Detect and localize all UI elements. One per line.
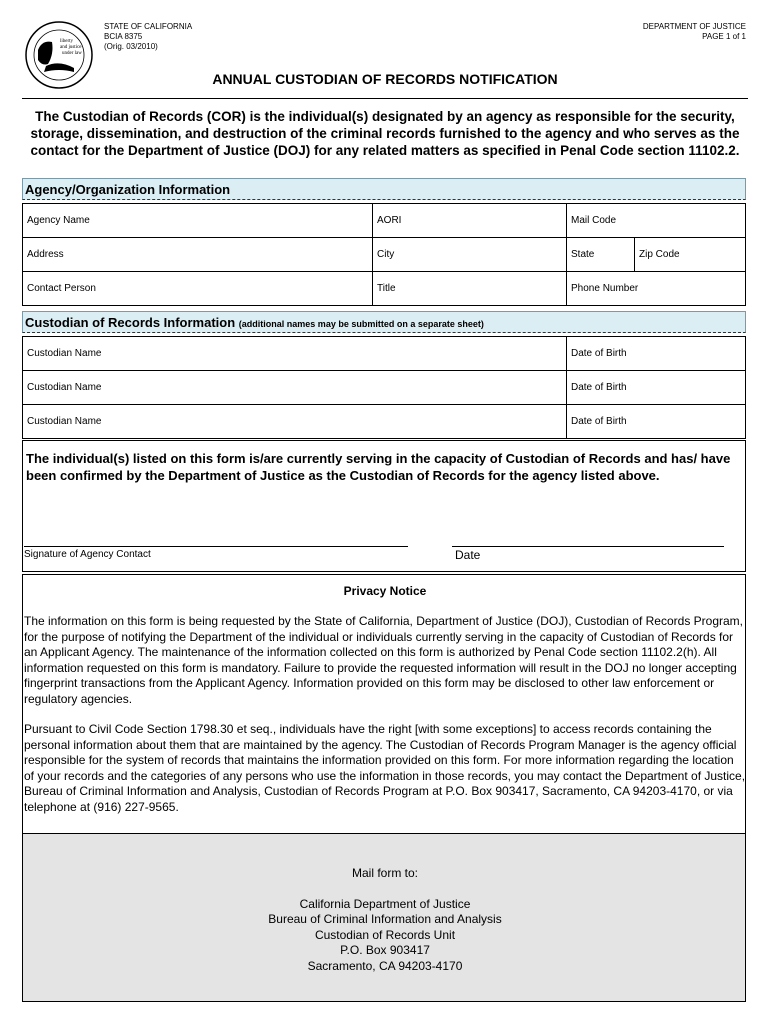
- agency-section-title: Agency/Organization Information: [25, 182, 231, 197]
- title-field[interactable]: Title: [373, 272, 567, 306]
- form-title: ANNUAL CUSTODIAN OF RECORDS NOTIFICATION: [212, 71, 558, 87]
- mail-code-field[interactable]: Mail Code: [567, 204, 746, 238]
- custodian-section-title: Custodian of Records Information: [25, 315, 236, 330]
- header-right: [643, 22, 746, 42]
- custodian-dob-field-2[interactable]: Date of Birth: [567, 371, 746, 405]
- confirmation-text: The individual(s) listed on this form is/are currently serving in the capacity of Custodian of Records and has/ have been confirmed by the Department of Justice as the Custodian of Records for the agency listed above.: [26, 451, 731, 483]
- mail-address-line: Bureau of Criminal Information and Analysis: [268, 912, 502, 926]
- signature-line[interactable]: [24, 546, 408, 547]
- custodian-dob-field-3[interactable]: Date of Birth: [567, 405, 746, 439]
- header-left: [104, 22, 192, 52]
- contact-person-field[interactable]: Contact Person: [23, 272, 373, 306]
- custodian-name-field-1[interactable]: Custodian Name: [23, 337, 567, 371]
- custodian-section-subtitle: (additional names may be submitted on a separate sheet): [238, 319, 484, 329]
- mail-heading: Mail form to:: [351, 866, 418, 880]
- custodian-table: [22, 336, 746, 439]
- custodian-section-header: [22, 311, 746, 333]
- form-orig-date: (Orig. 03/2010): [104, 42, 158, 51]
- custodian-name-field-3[interactable]: Custodian Name: [23, 405, 567, 439]
- city-field[interactable]: City: [373, 238, 567, 272]
- mail-address-line: Custodian of Records Unit: [314, 928, 456, 942]
- agency-name-field[interactable]: Agency Name: [23, 204, 373, 238]
- custodian-dob-field-1[interactable]: Date of Birth: [567, 337, 746, 371]
- mail-address-line: California Department of Justice: [299, 897, 471, 911]
- state-label: STATE OF CALIFORNIA: [104, 22, 193, 31]
- state-field[interactable]: State: [567, 238, 635, 272]
- svg-text:and justice: and justice: [60, 45, 82, 50]
- page-number: PAGE 1 of 1: [702, 32, 746, 41]
- agency-section-header: [22, 178, 746, 200]
- agency-table: [22, 203, 746, 306]
- zip-code-field[interactable]: Zip Code: [635, 238, 746, 272]
- privacy-heading: Privacy Notice: [343, 584, 427, 598]
- mail-address-line: P.O. Box 903417: [340, 943, 430, 957]
- department-label: DEPARTMENT OF JUSTICE: [642, 22, 746, 31]
- intro-text: The Custodian of Records (COR) is the individual(s) designated by an agency as responsible for the security, storage, dissemination, and destruction of the criminal records furnished to the agency and who serves as the contact for the Department of Justice (DOJ) for any related matters as specified in Penal Code section 11102.2.: [30, 109, 740, 158]
- signature-label: Signature of Agency Contact: [24, 549, 151, 560]
- form-number: BCIA 8375: [104, 32, 143, 41]
- phone-number-field[interactable]: Phone Number: [567, 272, 746, 306]
- aori-field[interactable]: AORI: [373, 204, 567, 238]
- mail-address-line: Sacramento, CA 94203-4170: [307, 959, 463, 973]
- custodian-name-field-2[interactable]: Custodian Name: [23, 371, 567, 405]
- privacy-paragraph-1: The information on this form is being requested by the State of California, Department of Justice (DOJ), Custodian of Records Program, for the purpose of notifying the Department of the individual or individuals currently serving in the capacity of Custodian of Records for an Applicant Agency. The maintenance of the information collected on this form is authorized by Penal Code section 11102.2(h). All information requested on this form is mandatory. Failure to provide the requested information will result in the DOJ no longer accepting fingerprint transactions from the Applicant Agency. Information provided on this form may be disclosed to other law enforcement or regulatory agencies.: [24, 614, 743, 706]
- svg-text:liberty: liberty: [60, 39, 74, 44]
- privacy-paragraph-2: Pursuant to Civil Code Section 1798.30 et seq., individuals have the right [with some exceptions] to access records containing the personal information about them that are maintained by the agency. The Custodian of Records Program Manager is the agency official responsible for the system of records that maintains the information provided on this form. For more information regarding the location of your records and the categories of any persons who use the information in those records, you may contact the Department of Justice, Bureau of Criminal Information and Analysis, Custodian of Records Program at P.O. Box 903417, Sacramento, CA 94203-4170, or via telephone at (916) 227-9565.: [24, 722, 746, 814]
- address-field[interactable]: Address: [23, 238, 373, 272]
- date-line[interactable]: [452, 546, 724, 547]
- title-divider: [22, 98, 748, 99]
- date-label: Date: [455, 548, 481, 562]
- svg-text:under law: under law: [62, 51, 82, 56]
